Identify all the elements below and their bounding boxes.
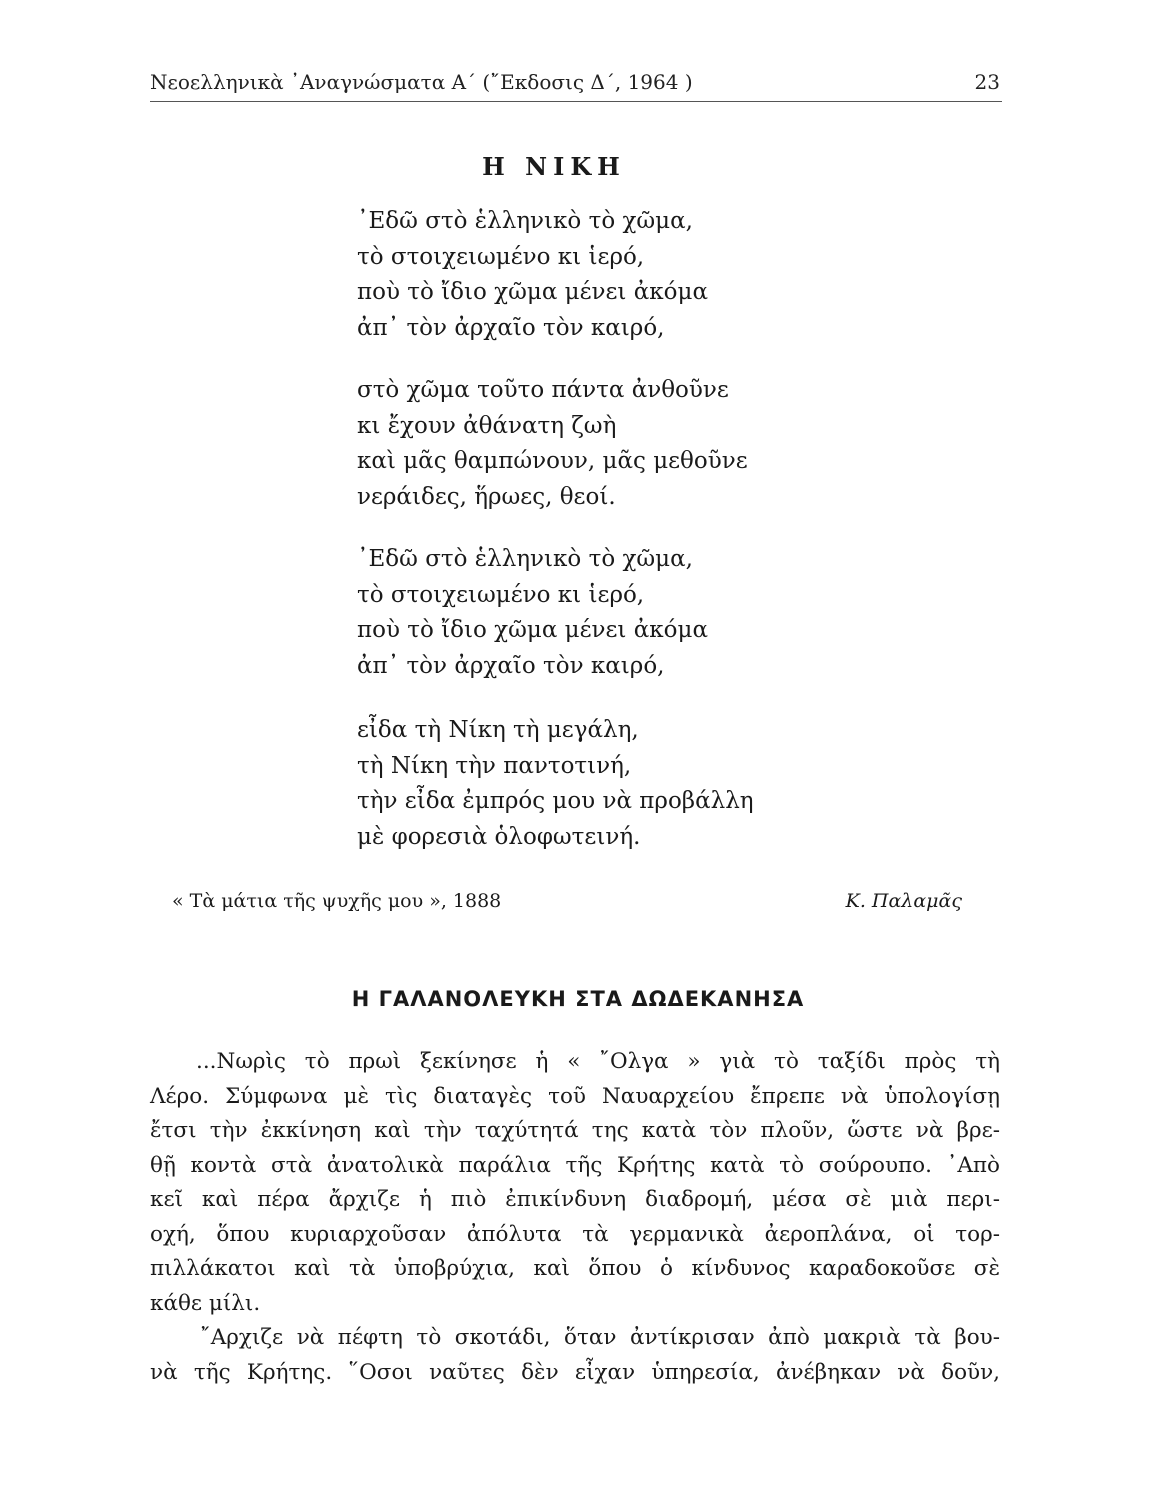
running-title: Νεοελληνικὰ ᾿Αναγνώσματα Α΄ (῎Εκδοσις Δ΄, 1964 ) (150, 70, 693, 94)
poem-line: κι ἔχουν ἀθάνατη ζωὴ (357, 412, 617, 439)
poem-line: εἶδα τὴ Νίκη τὴ μεγάλη, (357, 717, 639, 743)
poem-stanza-1 (357, 204, 708, 346)
text-line: ...Νωρὶς τὸ πρωὶ ξεκίνησε ἡ « ῎Ολγα » γιὰ τὸ ταξίδι πρὸς τὴ (196, 1049, 1000, 1074)
poem-title (0, 152, 1168, 181)
poem-stanza-2 (357, 373, 748, 515)
poem-line: ᾿Εδῶ στὸ ἑλληνικὸ τὸ χῶμα, (357, 546, 693, 572)
poem-line: καὶ μᾶς θαμπώνουν, μᾶς μεθοῦνε (357, 448, 748, 474)
article-title-text: Η ΓΑΛΑΝΟΛΕΥΚΗ ΣΤΑ ΔΩΔΕΚΑΝΗΣΑ (351, 987, 805, 1011)
poem-line: ἀπ᾿ τὸν ἀρχαῖο τὸν καιρό, (357, 314, 665, 341)
poem-line: νεράιδες, ἥρωες, θεοί. (357, 483, 616, 510)
poem-line: τὴ Νίκη τὴν παντοτινή, (357, 752, 632, 779)
poem-stanza-4 (357, 713, 754, 855)
poem-line: ᾿Εδῶ στὸ ἑλληνικὸ τὸ χῶμα, (357, 208, 693, 234)
text-line: κεῖ καὶ πέρα ἄρχιζε ἡ πιὸ ἐπικίνδυνη διαδρομή, μέσα σὲ μιὰ περι- (150, 1187, 1000, 1212)
poem-line: ἀπ᾿ τὸν ἀρχαῖο τὸν καιρό, (357, 652, 665, 679)
page-header (150, 70, 1000, 102)
poem-line: τὸ στοιχειωμένο κι ἱερό, (357, 581, 645, 608)
text-line: ῎Αρχιζε νὰ πέφτη τὸ σκοτάδι, ὅταν ἀντίκρισαν ἀπὸ μακριὰ τὰ βου- (200, 1325, 1000, 1350)
poem-line: τὴν εἶδα ἐμπρός μου νὰ προβάλλη (357, 788, 754, 814)
poem-source: « Τὰ μάτια τῆς ψυχῆς μου », 1888 (172, 890, 502, 912)
text-line: κάθε μίλι. (150, 1290, 261, 1316)
poem-line: ποὺ τὸ ἴδιο χῶμα μένει ἀκόμα (357, 617, 708, 643)
header-rule (150, 101, 1002, 102)
poem-line: στὸ χῶμα τοῦτο πάντα ἀνθοῦνε (357, 377, 729, 403)
text-line: πιλλάκατοι καὶ τὰ ὑποβρύχια, καὶ ὅπου ὁ κίνδυνος καραδοκοῦσε σὲ (150, 1256, 1000, 1281)
page-number: 23 (974, 70, 1000, 94)
text-line: οχή, ὅπου κυριαρχοῦσαν ἀπόλυτα τὰ γερμανικὰ ἀεροπλάνα, οἱ τορ- (150, 1221, 1000, 1247)
article-paragraph-1 (150, 1045, 1000, 1321)
poem-stanza-3 (357, 542, 708, 684)
text-line: θῇ κοντὰ στὰ ἀνατολικὰ παράλια τῆς Κρήτης κατὰ τὸ σούρουπο. ᾿Απὸ (150, 1152, 1000, 1178)
article-paragraph-2 (150, 1321, 1000, 1390)
poem-author: Κ. Παλαμᾶς (845, 890, 962, 912)
article-title (0, 987, 1168, 1011)
text-line: νὰ τῆς Κρήτης. ῞Οσοι ναῦτες δὲν εἶχαν ὑπηρεσία, ἀνέβηκαν νὰ δοῦν, (150, 1359, 1000, 1385)
poem-citation (172, 890, 962, 920)
text-line: ἔτσι τὴν ἐκκίνηση καὶ τὴν ταχύτητά της κατὰ τὸν πλοῦν, ὥστε νὰ βρε- (150, 1118, 1000, 1143)
poem-line: ποὺ τὸ ἴδιο χῶμα μένει ἀκόμα (357, 279, 708, 305)
text-line: Λέρο. Σύμφωνα μὲ τὶς διαταγὲς τοῦ Ναυαρχείου ἔπρεπε νὰ ὑπολογίσῃ (150, 1083, 1000, 1109)
poem-line: μὲ φορεσιὰ ὁλοφωτεινή. (357, 823, 641, 850)
poem-line: τὸ στοιχειωμένο κι ἱερό, (357, 243, 645, 270)
poem-title-text: Η ΝΙΚΗ (482, 152, 626, 181)
